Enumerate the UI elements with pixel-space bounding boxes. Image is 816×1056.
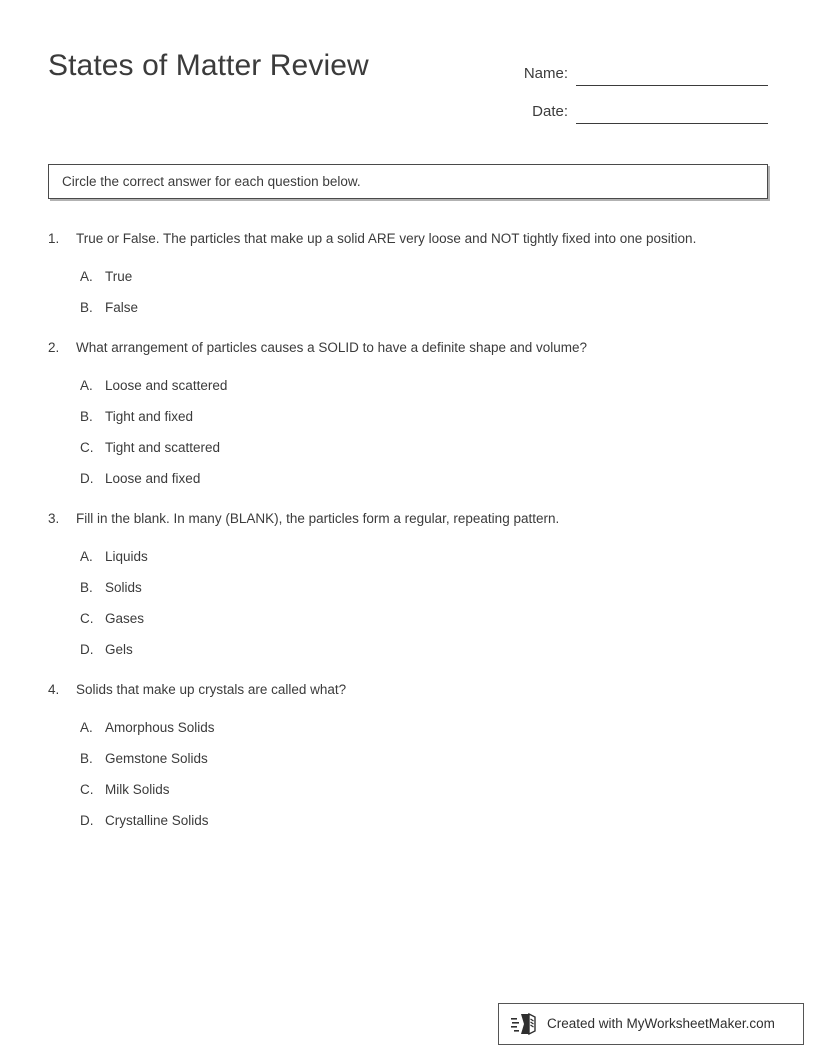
option-letter: A.	[80, 378, 93, 393]
worksheet-maker-badge[interactable]	[498, 1003, 804, 1045]
option-letter: B.	[80, 751, 93, 766]
option-item[interactable]	[80, 640, 768, 659]
option-letter: D.	[80, 813, 94, 828]
question-number: 2.	[48, 340, 60, 355]
page-title: States of Matter Review	[48, 49, 369, 82]
question-heading	[48, 679, 768, 700]
instruction-box	[48, 164, 768, 199]
date-input[interactable]	[576, 105, 768, 124]
option-text: Loose and scattered	[105, 378, 228, 393]
option-item[interactable]	[80, 376, 768, 395]
worksheet-maker-logo-icon	[511, 1011, 541, 1037]
option-item[interactable]	[80, 609, 768, 628]
question-text: Fill in the blank. In many (BLANK), the particles form a regular, repeating pattern.	[76, 511, 560, 526]
option-item[interactable]	[80, 469, 768, 488]
option-letter: B.	[80, 409, 93, 424]
option-text: Solids	[105, 580, 142, 595]
option-item[interactable]	[80, 407, 768, 426]
option-text: Crystalline Solids	[105, 813, 209, 828]
name-field-row	[500, 48, 768, 86]
question-item	[48, 337, 768, 488]
option-text: Gases	[105, 611, 145, 626]
option-list	[48, 718, 768, 830]
question-heading	[48, 337, 768, 358]
question-text: Solids that make up crystals are called what?	[76, 682, 347, 697]
instruction-text: Circle the correct answer for each question below.	[62, 173, 361, 189]
date-field-label: Date:	[532, 103, 568, 120]
name-input[interactable]	[576, 67, 768, 86]
option-letter: C.	[80, 611, 94, 626]
question-list	[48, 228, 768, 850]
option-letter: A.	[80, 720, 93, 735]
option-item[interactable]	[80, 298, 768, 317]
question-item	[48, 228, 768, 317]
badge-text: Created with MyWorksheetMaker.com	[547, 1016, 775, 1031]
option-text: Liquids	[105, 549, 148, 564]
option-letter: D.	[80, 642, 94, 657]
question-text: What arrangement of particles causes a SOLID to have a definite shape and volume?	[76, 340, 588, 355]
option-item[interactable]	[80, 547, 768, 566]
option-letter: A.	[80, 549, 93, 564]
option-text: Loose and fixed	[105, 471, 201, 486]
question-item	[48, 679, 768, 830]
student-info-fields	[500, 48, 768, 124]
option-item[interactable]	[80, 267, 768, 286]
option-item[interactable]	[80, 578, 768, 597]
question-heading	[48, 228, 768, 249]
option-item[interactable]	[80, 811, 768, 830]
option-letter: C.	[80, 440, 94, 455]
worksheet-header	[48, 46, 768, 126]
option-list	[48, 267, 768, 317]
option-letter: A.	[80, 269, 93, 284]
option-list	[48, 547, 768, 659]
option-text: Milk Solids	[105, 782, 170, 797]
option-letter: B.	[80, 580, 93, 595]
question-number: 4.	[48, 682, 60, 697]
option-text: Tight and scattered	[105, 440, 221, 455]
option-item[interactable]	[80, 749, 768, 768]
option-letter: B.	[80, 300, 93, 315]
question-number: 3.	[48, 511, 60, 526]
option-text: False	[105, 300, 139, 315]
option-text: Amorphous Solids	[105, 720, 215, 735]
option-item[interactable]	[80, 438, 768, 457]
question-number: 1.	[48, 231, 60, 246]
option-letter: C.	[80, 782, 94, 797]
date-field-row	[500, 86, 768, 124]
option-text: True	[105, 269, 133, 284]
option-item[interactable]	[80, 780, 768, 799]
option-item[interactable]	[80, 718, 768, 737]
option-text: Gemstone Solids	[105, 751, 208, 766]
question-heading	[48, 508, 768, 529]
question-text: True or False. The particles that make up a solid ARE very loose and NOT tightly fixed into one position.	[76, 231, 697, 246]
option-text: Tight and fixed	[105, 409, 194, 424]
option-text: Gels	[105, 642, 133, 657]
option-list	[48, 376, 768, 488]
option-letter: D.	[80, 471, 94, 486]
question-item	[48, 508, 768, 659]
name-field-label: Name:	[523, 65, 568, 82]
